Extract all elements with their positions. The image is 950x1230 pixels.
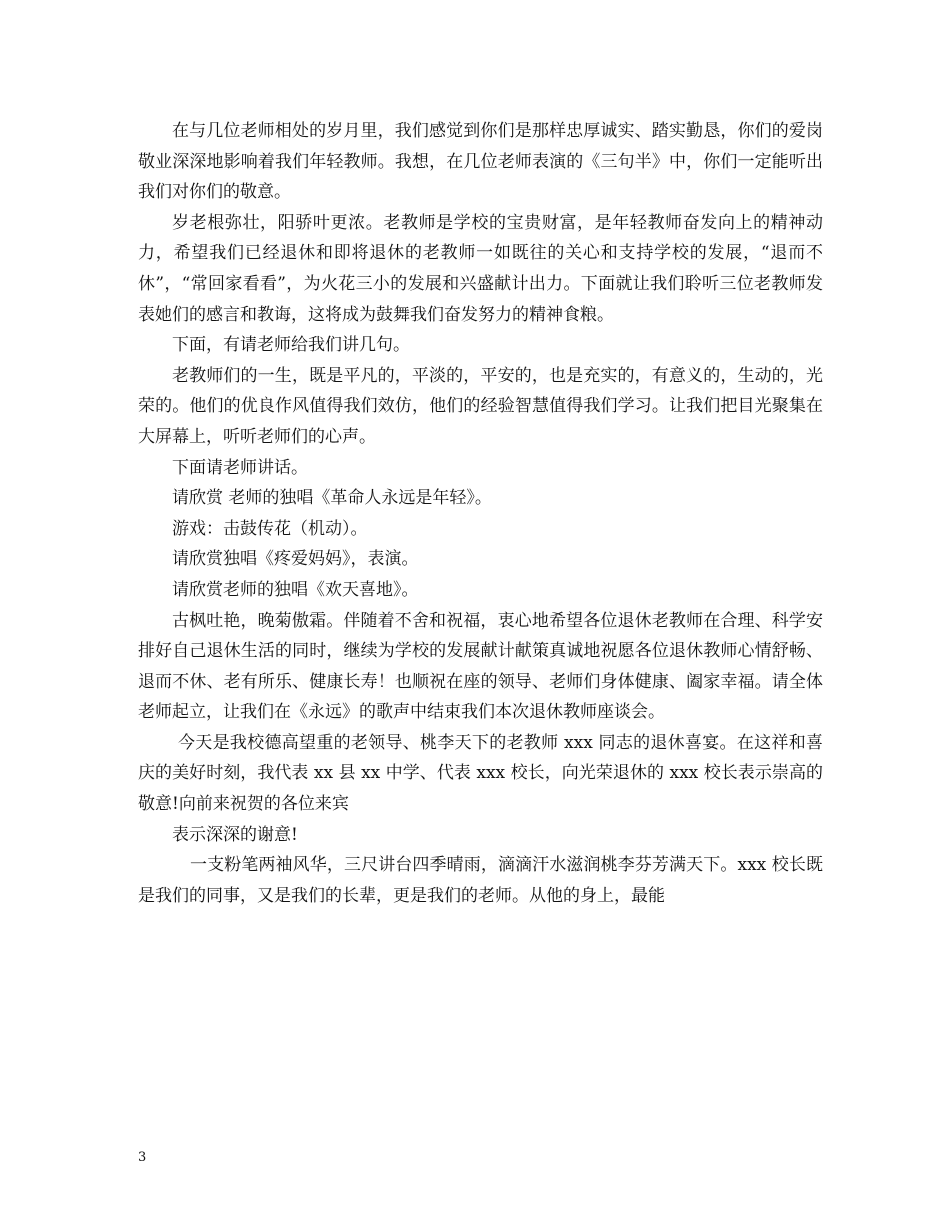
paragraph: 表示深深的谢意! bbox=[172, 824, 298, 845]
paragraph: 一支粉笔两袖风华，三尺讲台四季晴雨，滴滴汗水滋润桃李芬芳满天下。xxx 校长既是我们的同事，又是我们的长辈，更是我们的老师。从他的身上，最能 bbox=[138, 855, 823, 906]
paragraph: 古枫吐艳，晚菊傲霜。伴随着不舍和祝福，衷心地希望各位退休老教师在合理、科学安排好自己退休生活的同时，继续为学校的发展献计献策真诚地祝愿各位退休教师心情舒畅、退而不休、老有所乐、健康长寿！也顺祝在座的领导、老师们身体健康、阖家幸福。请全体老师起立，让我们在《永远》的歌声中结束我们本次退休教师座谈会。 bbox=[138, 610, 823, 723]
page-number: 3 bbox=[138, 1150, 147, 1165]
paragraph: 下面请老师讲话。 bbox=[172, 457, 308, 478]
paragraph: 岁老根弥壮，阳骄叶更浓。老教师是学校的宝贵财富，是年轻教师奋发向上的精神动力，希望我们已经退休和即将退休的老教师一如既往的关心和支持学校的发展，“退而不休”，“常回家看看”，为火花三小的发展和兴盛献计出力。下面就让我们聆听三位老教师发表她们的感言和教诲，这将成为鼓舞我们奋发努力的精神食粮。 bbox=[138, 212, 823, 325]
paragraph: 请欣赏老师的独唱《欢天喜地》。 bbox=[172, 579, 419, 600]
paragraph: 今天是我校德高望重的老领导、桃李天下的老教师 xxx 同志的退休喜宴。在这祥和喜庆的美好时刻，我代表 xx 县 xx 中学、代表 xxx 校长，向光荣退休的 xxx 校长表示崇高的敬意!向前来祝贺的各位来宾 bbox=[138, 732, 823, 815]
paragraph: 请欣赏独唱《疼爱妈妈》，表演。 bbox=[172, 549, 419, 570]
paragraph: 老教师们的一生，既是平凡的，平淡的，平安的，也是充实的，有意义的，生动的，光荣的。他们的优良作风值得我们效仿，他们的经验智慧值得我们学习。让我们把目光聚集在大屏幕上，听听老师们的心声。 bbox=[138, 365, 823, 447]
document-body bbox=[138, 116, 823, 911]
paragraph: 游戏：击鼓传花（机动）。 bbox=[172, 518, 368, 539]
paragraph: 请欣赏 老师的独唱《革命人永远是年轻》。 bbox=[172, 488, 492, 509]
paragraph: 下面，有请老师给我们讲几句。 bbox=[172, 335, 410, 356]
paragraph: 在与几位老师相处的岁月里，我们感觉到你们是那样忠厚诚实、踏实勤恳，你们的爱岗敬业深深地影响着我们年轻教师。我想，在几位老师表演的《三句半》中，你们一定能听出我们对你们的敬意。 bbox=[138, 121, 823, 203]
